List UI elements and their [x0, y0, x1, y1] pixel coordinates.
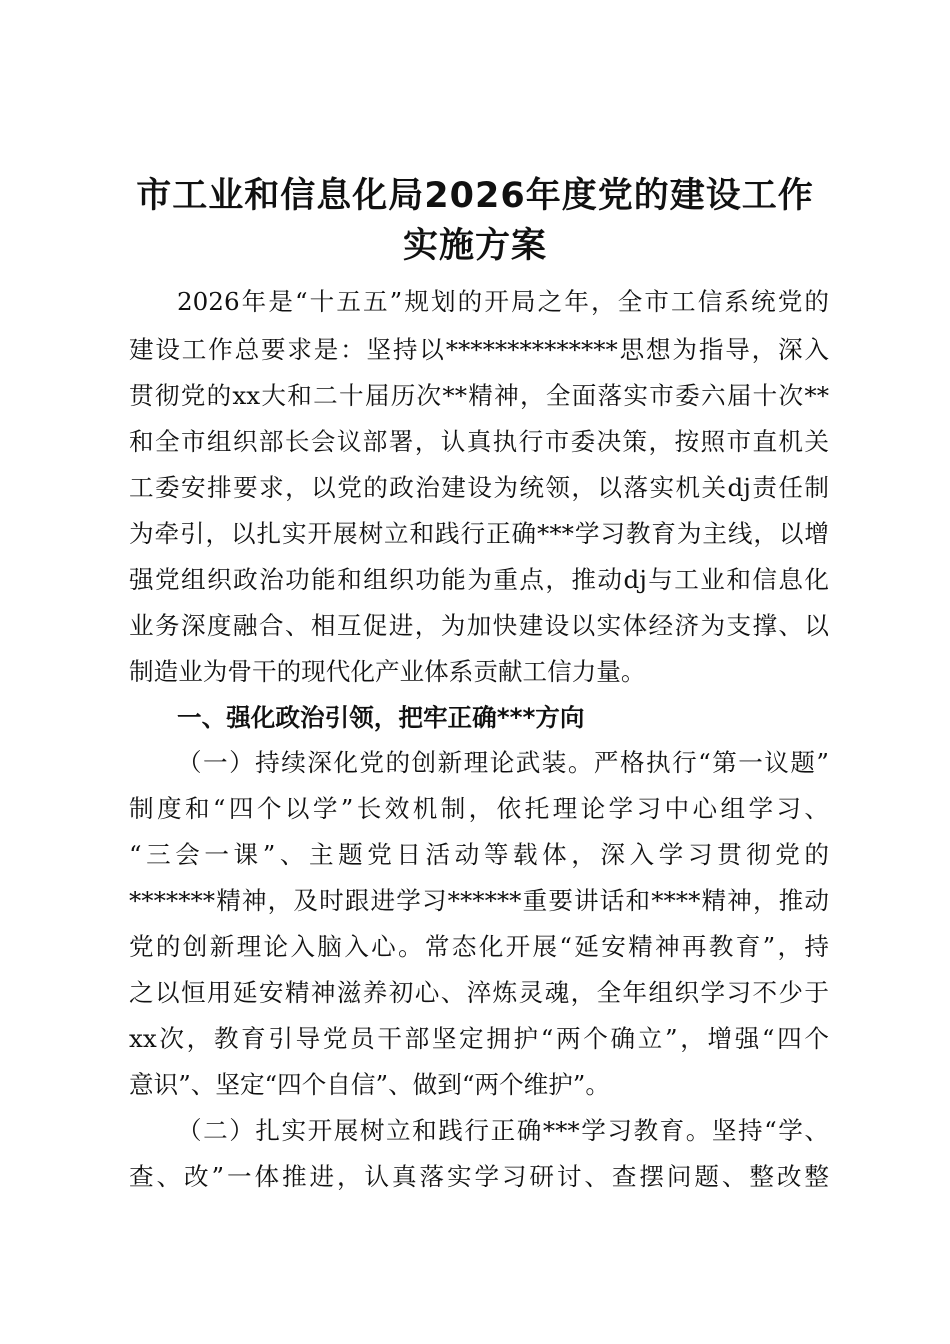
paragraph-line: 贯彻党的xx大和二十届历次**精神，全面落实市委六届十次** — [129, 381, 829, 410]
paragraph-line: *******精神，及时跟进学习******重要讲话和****精神，推动 — [129, 886, 829, 915]
paragraph-line: 制造业为骨干的现代化产业体系贡献工信力量。 — [129, 657, 646, 686]
paragraph-line: 和全市组织部长会议部署，认真执行市委决策，按照市直机关 — [129, 427, 829, 456]
paragraph-line: 2026年是“十五五”规划的开局之年，全市工信系统党的 — [177, 287, 829, 316]
paragraph-line: 业务深度融合、相互促进，为加快建设以实体经济为支撑、以 — [129, 611, 829, 640]
paragraph-line: 建设工作总要求是：坚持以**************思想为指导，深入 — [129, 335, 829, 364]
paragraph-line: 强党组织政治功能和组织功能为重点，推动dj与工业和信息化 — [129, 565, 829, 594]
paragraph-line: “三会一课”、主题党日活动等载体，深入学习贯彻党的 — [129, 840, 829, 869]
paragraph-line: 党的创新理论入脑入心。常态化开展“延安精神再教育”，持 — [129, 932, 829, 961]
paragraph-line: 之以恒用延安精神滋养初心、淬炼灵魂，全年组织学习不少于 — [129, 978, 829, 1007]
paragraph-line: xx次，教育引导党员干部坚定拥护“两个确立”，增强“四个 — [129, 1024, 829, 1053]
section-heading: 一、强化政治引领，把牢正确***方向 — [177, 703, 585, 732]
paragraph-line: 工委安排要求，以党的政治建设为统领，以落实机关dj责任制 — [129, 473, 829, 502]
paragraph-line: 查、改”一体推进，认真落实学习研讨、查摆问题、整改整 — [129, 1162, 829, 1191]
document-title-line-2: 实施方案 — [402, 226, 547, 266]
paragraph-line: （二）扎实开展树立和践行正确***学习教育。坚持“学、 — [177, 1116, 829, 1145]
paragraph-line: 为牵引，以扎实开展树立和践行正确***学习教育为主线，以增 — [129, 519, 829, 548]
paragraph-line: 意识”、坚定“四个自信”、做到“两个维护”。 — [129, 1070, 610, 1099]
paragraph-line: 制度和“四个以学”长效机制，依托理论学习中心组学习、 — [129, 794, 829, 823]
document-title-line-1: 市工业和信息化局2026年度党的建设工作 — [136, 176, 814, 216]
paragraph-line: （一）持续深化党的创新理论武装。严格执行“第一议题” — [177, 748, 829, 777]
